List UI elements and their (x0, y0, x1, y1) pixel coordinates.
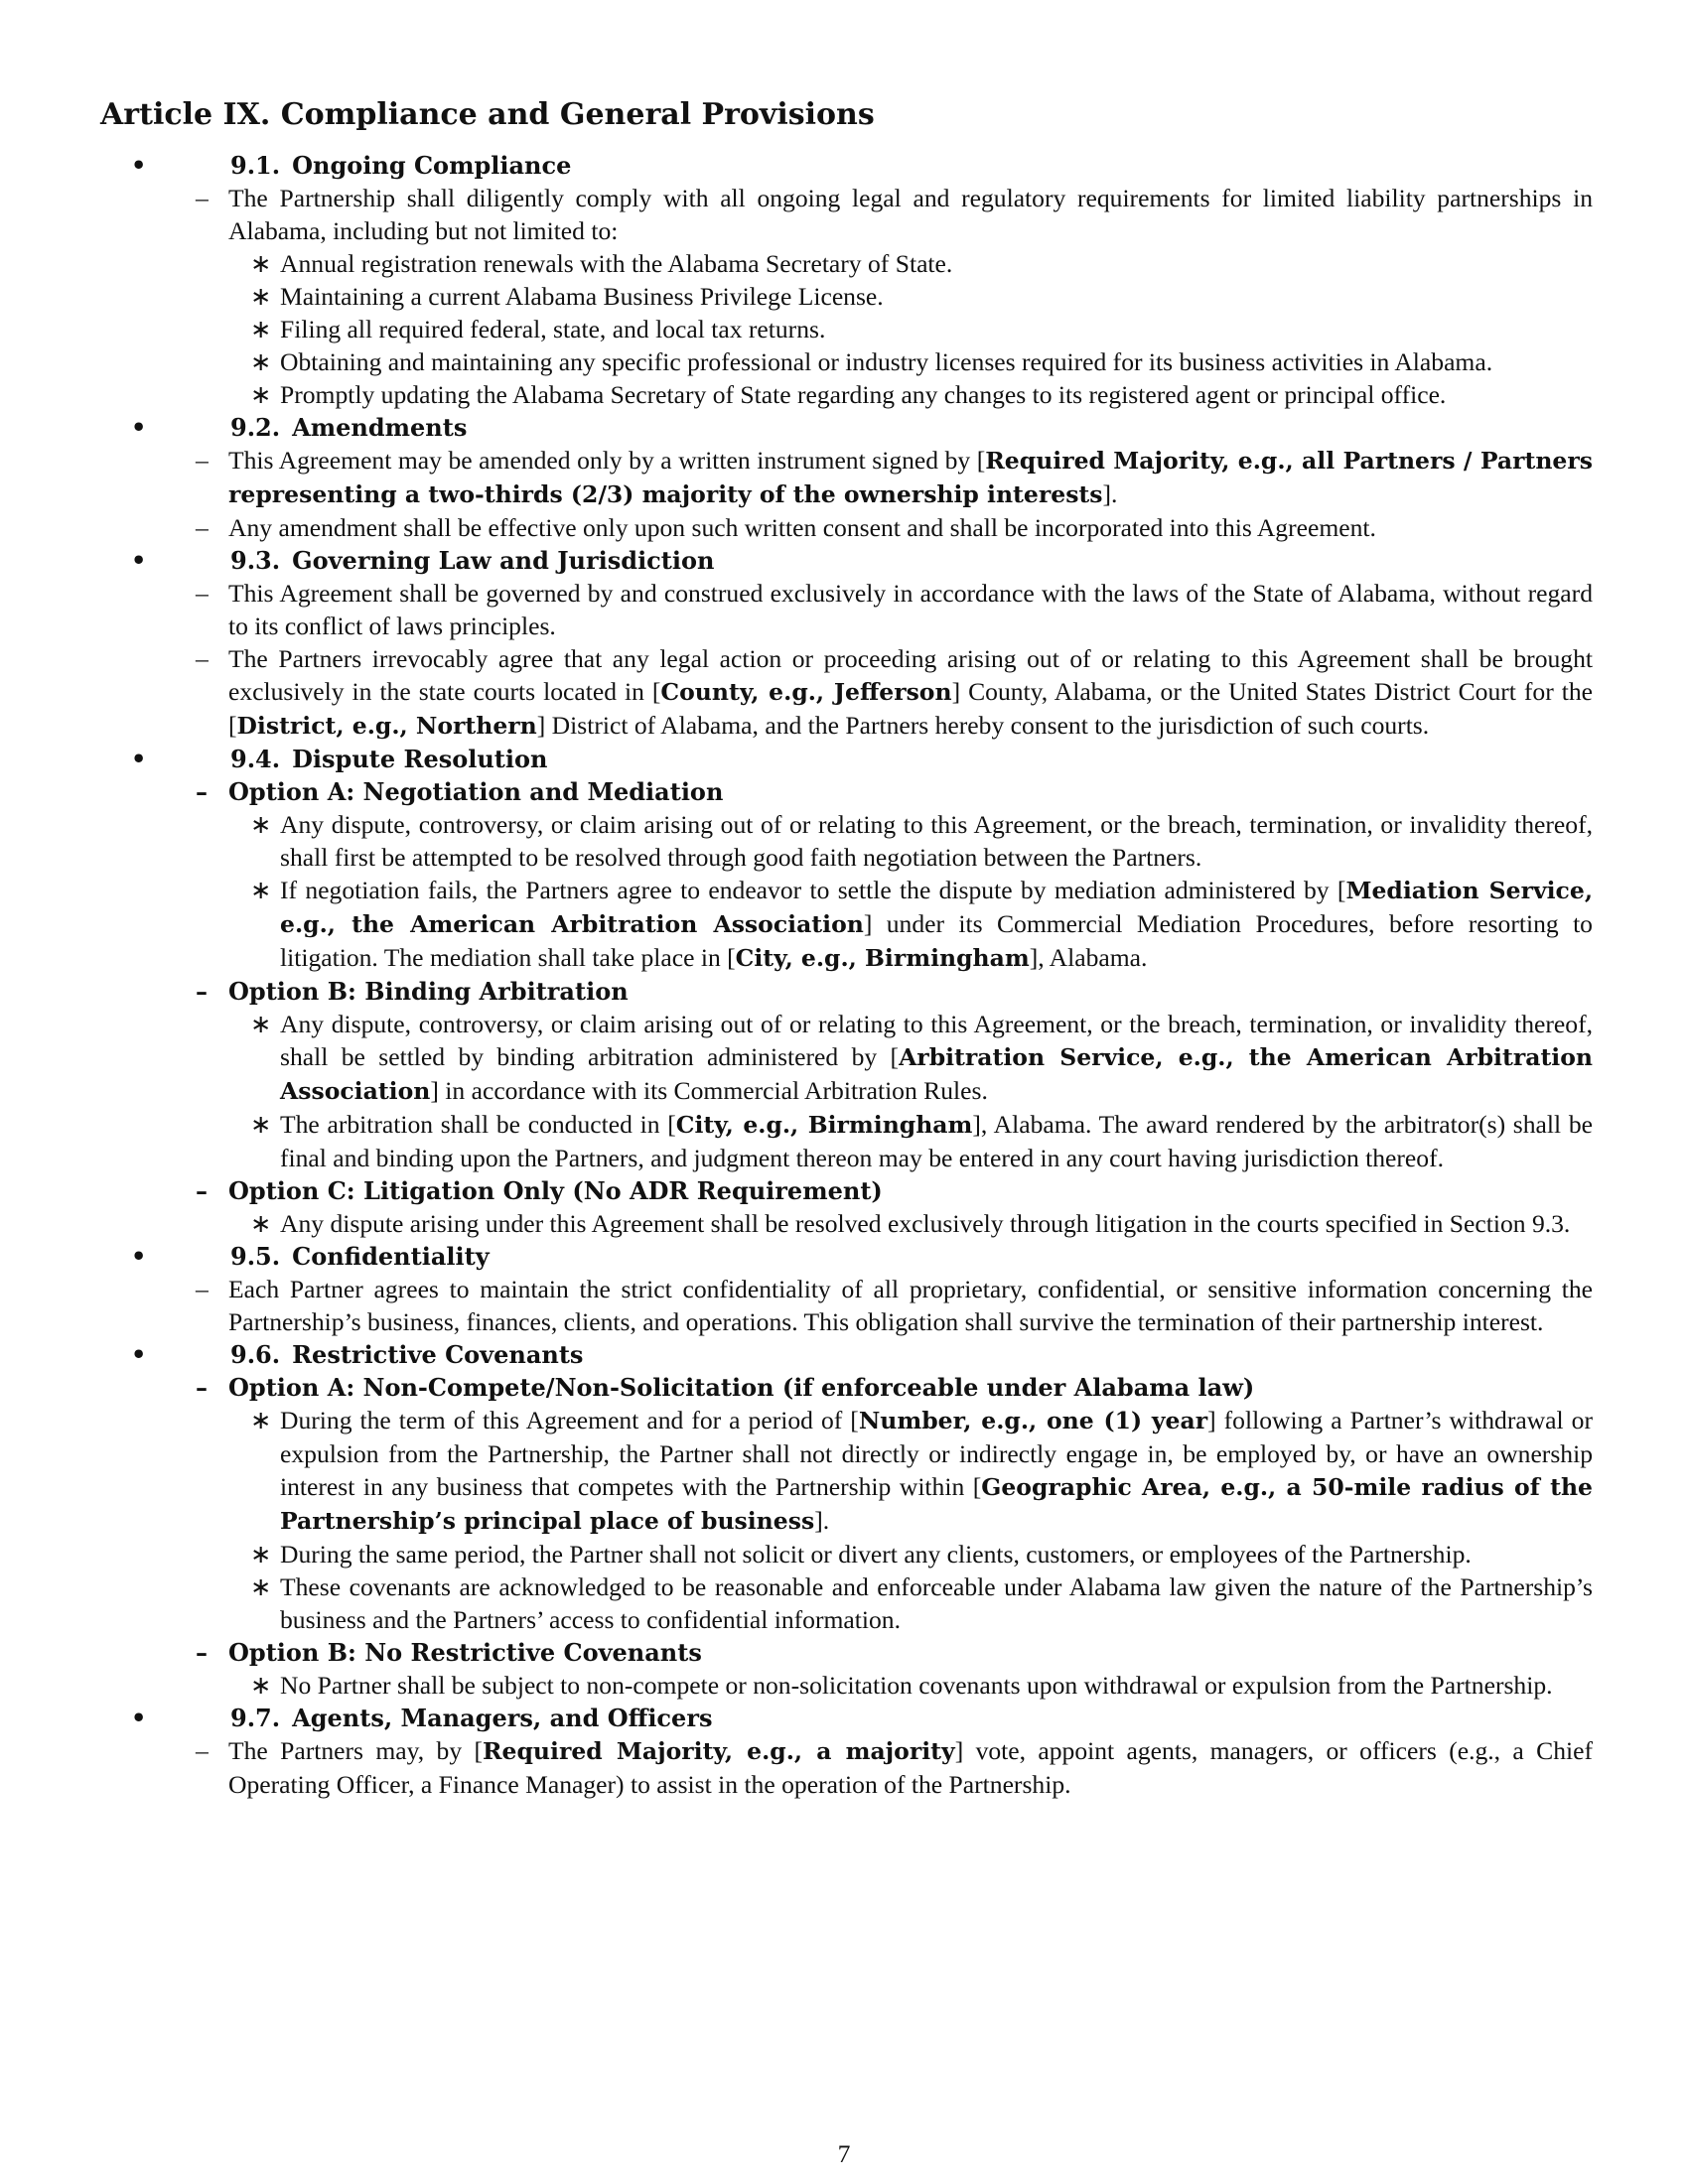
option-label (0, 1371, 1688, 1404)
list-item-text: ] in accordance with its Commercial Arbitration Rules. (430, 1076, 988, 1105)
section-heading-9-6 (0, 1338, 1688, 1371)
bullet-asterisk-icon: ∗ (250, 876, 272, 904)
bullet-dot-icon: • (131, 1704, 147, 1732)
bullet-dash-icon: – (196, 1736, 209, 1765)
bullet-dot-icon: • (131, 546, 147, 575)
list-item-text: During the same period, the Partner shall not solicit or divert any clients, customers, or employees of the Partnership. (280, 1540, 1472, 1569)
list-item-text: If negotiation fails, the Partners agree to endeavor to settle the dispute by mediation administered by [ (280, 876, 1346, 904)
section-paragraph (0, 511, 1688, 544)
section-paragraph (0, 642, 1688, 743)
section-heading-9-5 (0, 1240, 1688, 1273)
bullet-asterisk-icon: ∗ (250, 347, 272, 376)
placeholder-field: City, e.g., Birmingham (735, 944, 1030, 972)
list-item (0, 345, 1688, 378)
placeholder-field: Number, e.g., one (1) year (858, 1407, 1208, 1434)
bullet-asterisk-icon: ∗ (250, 1110, 272, 1139)
list-item (0, 874, 1688, 975)
section-title: Confidentiality (292, 1242, 490, 1271)
bullet-dash-icon: – (196, 513, 209, 542)
list-item-text: Filing all required federal, state, and local tax returns. (280, 315, 826, 343)
section-number: 9.5. (230, 1242, 281, 1271)
option-title: Option A: Negotiation and Mediation (228, 777, 724, 806)
placeholder-field: District, e.g., Northern (236, 712, 537, 740)
article-body (0, 149, 1688, 1801)
paragraph-text: The Partners may, by [ (228, 1736, 484, 1765)
list-item (0, 247, 1688, 280)
list-item-text: ]. (814, 1506, 830, 1535)
section-heading-9-1 (0, 149, 1688, 182)
list-item (0, 280, 1688, 313)
article-heading: Article IX. Compliance and General Provisions (100, 97, 875, 132)
list-item (0, 808, 1688, 874)
list-item (0, 1669, 1688, 1702)
section-number: 9.1. (230, 151, 281, 180)
option-title: Option C: Litigation Only (No ADR Requirement) (228, 1176, 883, 1205)
paragraph-text: Each Partner agrees to maintain the strict confidentiality of all proprietary, confidential, or sensitive information concerning the Partnership’s business, finances, clients, and operations. This obligation shall survive the termination of their partnership interest. (228, 1275, 1593, 1336)
bullet-dash-icon: – (196, 977, 208, 1006)
section-heading-9-3 (0, 544, 1688, 577)
section-paragraph (0, 577, 1688, 642)
option-label (0, 775, 1688, 808)
placeholder-field: Arbitration Service, e.g., the American Arbitration Association (280, 1043, 1593, 1105)
section-title: Dispute Resolution (292, 745, 548, 773)
list-item-text: During the term of this Agreement and for a period of [ (280, 1406, 859, 1434)
list-item (0, 1404, 1688, 1538)
list-item-text: ], Alabama. (1029, 943, 1148, 972)
placeholder-field: Geographic Area, e.g., a 50-mile radius of the Partnership’s principal place of business (280, 1473, 1593, 1535)
bullet-dot-icon: • (131, 1242, 147, 1271)
bullet-asterisk-icon: ∗ (250, 282, 272, 311)
option-title: Option A: Non-Compete/Non-Solicitation (if enforceable under Alabama law) (228, 1373, 1255, 1402)
list-item (0, 1570, 1688, 1636)
page-number: 7 (837, 2139, 851, 2168)
list-item-text: Any dispute, controversy, or claim arising out of or relating to this Agreement, or the breach, termination, or invalidity thereof, shall be settled by binding arbitration administered by [ (280, 1010, 1593, 1071)
list-item-text: Any dispute, controversy, or claim arising out of or relating to this Agreement, or the breach, termination, or invalidity thereof, shall first be attempted to be resolved through good faith negotiation between the Partners. (280, 810, 1593, 872)
paragraph-text: This Agreement shall be governed by and construed exclusively in accordance with the laws of the State of Alabama, without regard to its conflict of laws principles. (228, 579, 1593, 640)
option-label (0, 1174, 1688, 1207)
list-item-text: The arbitration shall be conducted in [ (280, 1110, 676, 1139)
paragraph-text: ] District of Alabama, and the Partners hereby consent to the jurisdiction of such courts. (536, 711, 1430, 740)
list-item-text: Promptly updating the Alabama Secretary of State regarding any changes to its registered agent or principal office. (280, 380, 1447, 409)
section-paragraph (0, 182, 1688, 247)
section-number: 9.6. (230, 1340, 281, 1369)
bullet-dash-icon: – (196, 1638, 208, 1667)
option-title: Option B: No Restrictive Covenants (228, 1638, 702, 1667)
section-title: Governing Law and Jurisdiction (292, 546, 715, 575)
bullet-asterisk-icon: ∗ (250, 1671, 272, 1700)
section-number: 9.4. (230, 745, 281, 773)
placeholder-field: County, e.g., Jefferson (660, 678, 952, 706)
paragraph-text: ]. (1102, 479, 1118, 508)
bullet-dot-icon: • (131, 413, 147, 442)
section-title: Ongoing Compliance (292, 151, 572, 180)
section-heading-9-4 (0, 743, 1688, 775)
placeholder-field: Required Majority, e.g., a majority (483, 1737, 955, 1765)
bullet-dash-icon: – (196, 184, 209, 212)
option-label (0, 975, 1688, 1008)
list-item-text: ], Alabama. The award rendered by the arbitrator(s) shall be final and binding upon the Partners, and judgment thereon may be entered in any court having jurisdiction thereof. (280, 1110, 1594, 1172)
paragraph-text: This Agreement may be amended only by a written instrument signed by [ (228, 446, 986, 475)
bullet-dash-icon: – (196, 777, 208, 806)
list-item (0, 1207, 1688, 1240)
paragraph-text: Any amendment shall be effective only upon such written consent and shall be incorporated into this Agreement. (228, 513, 1376, 542)
bullet-dot-icon: • (131, 1340, 147, 1369)
list-item (0, 313, 1688, 345)
section-title: Amendments (292, 413, 468, 442)
section-heading-9-7 (0, 1702, 1688, 1734)
bullet-dash-icon: – (196, 644, 209, 673)
list-item-text: ] following a Partner’s withdrawal or expulsion from the Partnership, the Partner shall not directly or indirectly engage in, be employed by, or have an ownership interest in any business that competes with the Partnership within [ (280, 1406, 1593, 1501)
list-item-text: No Partner shall be subject to non-compete or non-solicitation covenants upon withdrawal or expulsion from the Partnership. (280, 1671, 1553, 1700)
section-title: Agents, Managers, and Officers (292, 1704, 713, 1732)
list-item-text: Any dispute arising under this Agreement shall be resolved exclusively through litigation in the courts specified in Section 9.3. (280, 1209, 1571, 1238)
list-item (0, 1008, 1688, 1108)
list-item-text: Maintaining a current Alabama Business Privilege License. (280, 282, 884, 311)
bullet-dot-icon: • (131, 151, 147, 180)
option-title: Option B: Binding Arbitration (228, 977, 629, 1006)
section-number: 9.3. (230, 546, 281, 575)
bullet-dot-icon: • (131, 745, 147, 773)
section-paragraph (0, 444, 1688, 511)
placeholder-field: City, e.g., Birmingham (675, 1111, 973, 1139)
bullet-asterisk-icon: ∗ (250, 315, 272, 343)
bullet-dash-icon: – (196, 1373, 208, 1402)
list-item-text: These covenants are acknowledged to be reasonable and enforceable under Alabama law given the nature of the Partnership’s business and the Partners’ access to confidential information. (280, 1572, 1593, 1634)
option-label (0, 1636, 1688, 1669)
bullet-asterisk-icon: ∗ (250, 1572, 272, 1601)
bullet-asterisk-icon: ∗ (250, 249, 272, 278)
section-title: Restrictive Covenants (292, 1340, 584, 1369)
bullet-dash-icon: – (196, 1176, 208, 1205)
paragraph-text: The Partnership shall diligently comply with all ongoing legal and regulatory requirements for limited liability partnerships in Alabama, including but not limited to: (228, 184, 1593, 245)
bullet-dash-icon: – (196, 1275, 209, 1303)
bullet-dash-icon: – (196, 446, 209, 475)
bullet-asterisk-icon: ∗ (250, 1540, 272, 1569)
list-item (0, 378, 1688, 411)
bullet-dash-icon: – (196, 579, 209, 608)
section-number: 9.7. (230, 1704, 281, 1732)
bullet-asterisk-icon: ∗ (250, 1406, 272, 1434)
list-item (0, 1108, 1688, 1174)
list-item-text: Annual registration renewals with the Alabama Secretary of State. (280, 249, 953, 278)
list-item (0, 1538, 1688, 1570)
paragraph-text: ] County, Alabama, or the United States District Court for the [ (228, 677, 1593, 740)
list-item-text: ] under its Commercial Mediation Procedures, before resorting to litigation. The mediation shall take place in [ (280, 909, 1593, 972)
section-heading-9-2 (0, 411, 1688, 444)
section-paragraph (0, 1734, 1688, 1801)
bullet-asterisk-icon: ∗ (250, 380, 272, 409)
section-paragraph (0, 1273, 1688, 1338)
paragraph-text: ] vote, appoint agents, managers, or officers (e.g., a Chief Operating Officer, a Finance Manager) to assist in the operation of the Partnership. (228, 1736, 1594, 1799)
placeholder-field: Mediation Service, e.g., the American Arbitration Association (280, 877, 1593, 938)
section-number: 9.2. (230, 413, 281, 442)
bullet-asterisk-icon: ∗ (250, 810, 272, 839)
placeholder-field: Required Majority, e.g., all Partners / Partners representing a two-thirds (2/3) majority of the ownership interests (228, 447, 1593, 508)
bullet-asterisk-icon: ∗ (250, 1209, 272, 1238)
paragraph-text: The Partners irrevocably agree that any legal action or proceeding arising out of or relating to this Agreement shall be brought exclusively in the state courts located in [ (228, 644, 1593, 706)
list-item-text: Obtaining and maintaining any specific professional or industry licenses required for its business activities in Alabama. (280, 347, 1493, 376)
bullet-asterisk-icon: ∗ (250, 1010, 272, 1038)
